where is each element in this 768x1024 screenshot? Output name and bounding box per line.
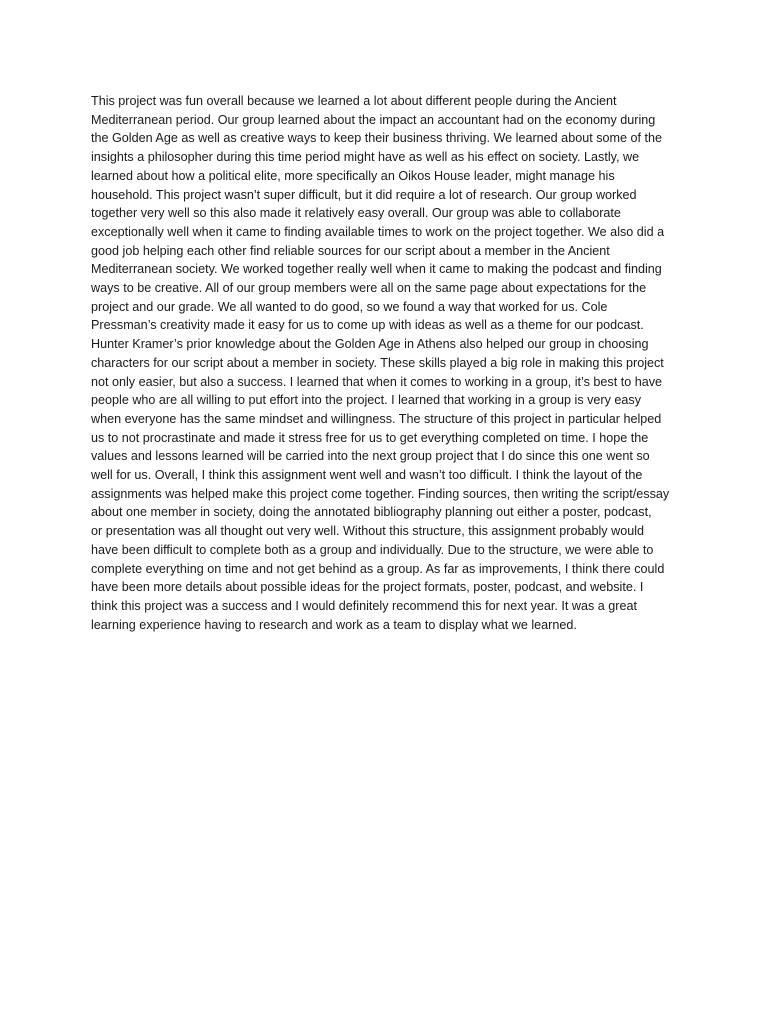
text-line: good job helping each other find reliable sources for our script about a member in the Ancient — [91, 243, 610, 258]
text-line: the Golden Age as well as creative ways to keep their business thriving. We learned about some of the — [91, 131, 663, 146]
reflection-paragraph — [91, 92, 681, 634]
text-line: together very well so this also made it relatively easy overall. Our group was able to collaborate — [91, 206, 621, 221]
text-line: ways to be creative. All of our group members were all on the same page about expectations for the — [91, 281, 647, 296]
text-line: not only easier, but also a success. I learned that when it comes to working in a group, it’s best to have — [91, 374, 663, 389]
text-line: characters for our script about a member in society. These skills played a big role in making this project — [91, 355, 664, 370]
text-line: insights a philosopher during this time period might have as well as his effect on society. Lastly, we — [91, 150, 640, 165]
text-line: or presentation was all thought out very well. Without this structure, this assignment probably would — [91, 524, 644, 539]
text-line: exceptionally well when it came to finding available times to work on the project together. We also did a — [91, 224, 665, 239]
text-line: complete everything on time and not get behind as a group. As far as improvements, I think there could — [91, 561, 665, 576]
text-line: Mediterranean society. We worked together really well when it came to making the podcast and finding — [91, 262, 662, 277]
text-line: when everyone has the same mindset and willingness. The structure of this project in particular helped — [91, 411, 662, 426]
text-line: about one member in society, doing the annotated bibliography planning out either a poster, podcast, — [91, 505, 652, 520]
text-line: us to not procrastinate and made it stress free for us to get everything completed on time. I hope the — [91, 430, 649, 445]
text-line: values and lessons learned will be carried into the next group project that I do since this one went so — [91, 449, 650, 464]
text-line: This project was fun overall because we learned a lot about different people during the Ancient — [91, 94, 617, 108]
text-line: Pressman’s creativity made it easy for us to come up with ideas as well as a theme for our podcast. — [91, 318, 644, 333]
text-line: have been difficult to complete both as a group and individually. Due to the structure, we were able to — [91, 542, 654, 557]
text-line: think this project was a success and I would definitely recommend this for next year. It was a great — [91, 598, 637, 613]
text-line: people who are all willing to put effort into the project. I learned that working in a group is very easy — [91, 393, 642, 408]
text-line: learned about how a political elite, more specifically an Oikos House leader, might manage his — [91, 168, 615, 183]
text-line: Hunter Kramer’s prior knowledge about the Golden Age in Athens also helped our group in choosing — [91, 337, 649, 352]
text-line: assignments was helped make this project come together. Finding sources, then writing the script/essay — [91, 486, 670, 501]
text-line: learning experience having to research and work as a team to display what we learned. — [91, 617, 577, 632]
text-line: household. This project wasn’t super difficult, but it did require a lot of research. Our group worked — [91, 187, 637, 202]
text-line: project and our grade. We all wanted to do good, so we found a way that worked for us. Cole — [91, 299, 608, 314]
text-line: have been more details about possible ideas for the project formats, poster, podcast, and website. I — [91, 580, 644, 595]
text-line: well for us. Overall, I think this assignment went well and wasn’t too difficult. I think the layout of the — [91, 468, 643, 483]
text-line: Mediterranean period. Our group learned about the impact an accountant had on the economy during — [91, 112, 656, 127]
